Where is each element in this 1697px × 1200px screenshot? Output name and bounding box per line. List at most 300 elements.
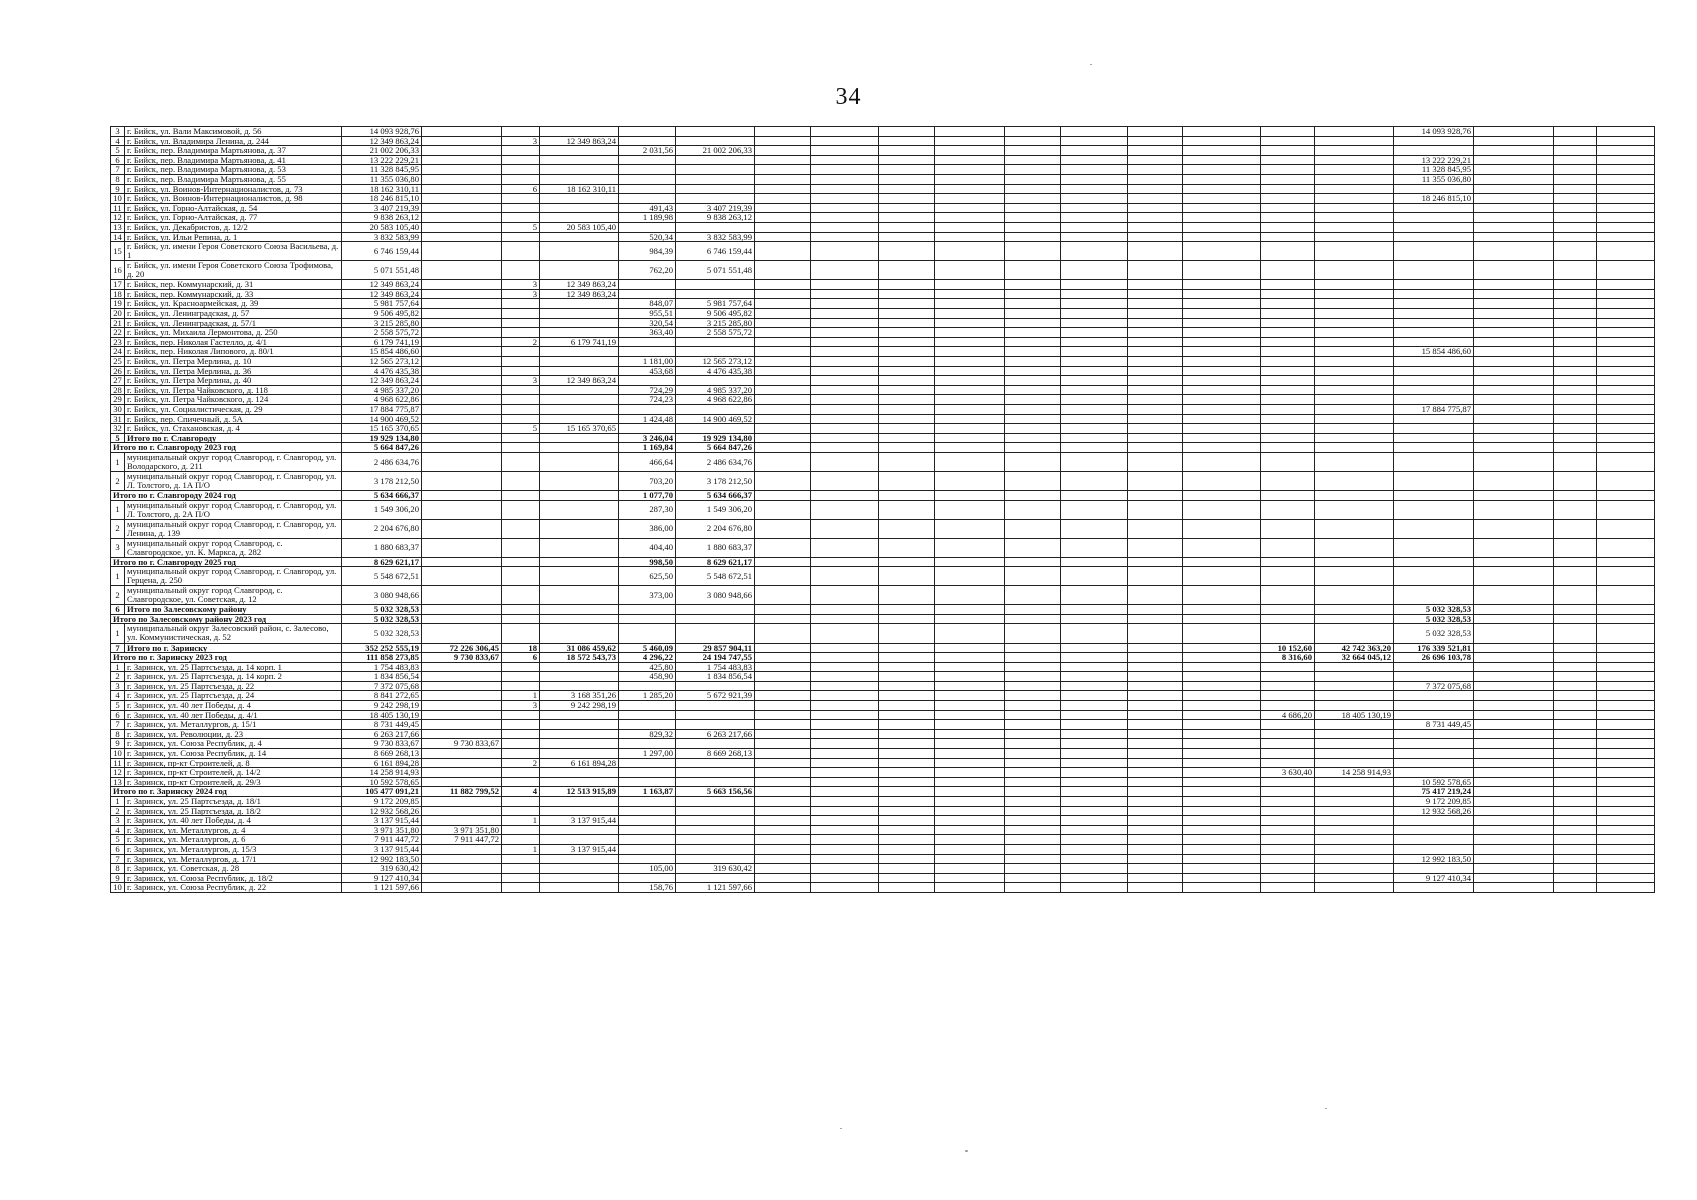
value-cell xyxy=(755,557,811,567)
row-address: г. Бийск, ул. Петра Мерлина, д. 10 xyxy=(125,356,342,366)
value-cell: 363,40 xyxy=(619,328,676,338)
value-cell xyxy=(619,347,676,357)
value-cell xyxy=(1128,854,1183,864)
value-cell: 3 630,40 xyxy=(1261,768,1315,778)
value-cell xyxy=(1474,749,1554,759)
value-cell xyxy=(1005,395,1061,405)
value-cell xyxy=(1315,681,1394,691)
table-row xyxy=(111,883,1655,893)
value-cell xyxy=(755,500,811,519)
value-cell xyxy=(1394,710,1474,720)
value-cell xyxy=(1315,490,1394,500)
value-cell xyxy=(755,356,811,366)
value-cell: 8 629 621,17 xyxy=(342,557,422,567)
value-cell xyxy=(1554,873,1597,883)
value-cell xyxy=(1597,404,1655,414)
value-cell xyxy=(1128,222,1183,232)
table-row xyxy=(111,691,1655,701)
value-cell xyxy=(1183,203,1261,213)
value-cell: 3 xyxy=(502,280,540,290)
value-cell xyxy=(540,155,619,165)
table-row xyxy=(111,155,1655,165)
value-cell xyxy=(1554,787,1597,797)
value-cell xyxy=(1554,443,1597,453)
value-cell xyxy=(1315,347,1394,357)
value-cell xyxy=(879,213,935,223)
value-cell xyxy=(1183,567,1261,586)
value-cell xyxy=(755,643,811,653)
value-cell xyxy=(1394,299,1474,309)
value-cell xyxy=(1183,222,1261,232)
value-cell xyxy=(1128,720,1183,730)
value-cell xyxy=(1474,194,1554,204)
value-cell xyxy=(811,864,879,874)
value-cell xyxy=(422,433,502,443)
value-cell xyxy=(935,797,1005,807)
value-cell xyxy=(755,433,811,443)
value-cell xyxy=(935,883,1005,893)
value-cell xyxy=(755,289,811,299)
value-cell xyxy=(1061,318,1128,328)
value-cell xyxy=(1554,662,1597,672)
value-cell xyxy=(540,443,619,453)
value-cell xyxy=(676,720,755,730)
row-address: г. Заринск, ул. Революции, д. 23 xyxy=(125,729,342,739)
value-cell: 466,64 xyxy=(619,452,676,471)
value-cell xyxy=(1005,614,1061,624)
value-cell xyxy=(811,404,879,414)
value-cell xyxy=(1474,127,1554,137)
value-cell xyxy=(755,146,811,156)
value-cell xyxy=(1061,165,1128,175)
value-cell: 9 506 495,82 xyxy=(342,308,422,318)
value-cell xyxy=(1261,232,1315,242)
value-cell xyxy=(1474,662,1554,672)
value-cell xyxy=(879,299,935,309)
row-address: г. Заринск, ул. Союза Республик, д. 4 xyxy=(125,739,342,749)
value-cell: 19 929 134,80 xyxy=(676,433,755,443)
value-cell xyxy=(1128,681,1183,691)
value-cell xyxy=(811,213,879,223)
value-cell xyxy=(1554,127,1597,137)
value-cell xyxy=(755,835,811,845)
value-cell xyxy=(422,672,502,682)
row-number: 7 xyxy=(111,854,125,864)
value-cell xyxy=(1061,519,1128,538)
table-row xyxy=(111,299,1655,309)
value-cell xyxy=(811,490,879,500)
value-cell xyxy=(1128,500,1183,519)
value-cell xyxy=(811,729,879,739)
value-cell xyxy=(935,424,1005,434)
value-cell xyxy=(422,720,502,730)
value-cell xyxy=(1554,758,1597,768)
value-cell xyxy=(935,347,1005,357)
value-cell xyxy=(1315,749,1394,759)
value-cell: 1 121 597,66 xyxy=(342,883,422,893)
value-cell xyxy=(879,797,935,807)
value-cell xyxy=(755,729,811,739)
value-cell xyxy=(1128,749,1183,759)
value-cell xyxy=(1394,232,1474,242)
value-cell: 5 460,09 xyxy=(619,643,676,653)
value-cell xyxy=(1474,825,1554,835)
value-cell xyxy=(1128,452,1183,471)
value-cell xyxy=(1061,710,1128,720)
value-cell xyxy=(1597,452,1655,471)
value-cell: 1 754 483,83 xyxy=(342,662,422,672)
value-cell xyxy=(1394,729,1474,739)
value-cell xyxy=(502,720,540,730)
value-cell xyxy=(540,825,619,835)
row-label: Итого по г. Славгороду 2025 год xyxy=(111,557,342,567)
value-cell xyxy=(879,614,935,624)
value-cell xyxy=(422,165,502,175)
row-address: г. Заринск, ул. 25 Партсъезда, д. 18/1 xyxy=(125,797,342,807)
value-cell xyxy=(935,433,1005,443)
row-number: 8 xyxy=(111,174,125,184)
value-cell xyxy=(422,519,502,538)
value-cell xyxy=(422,586,502,605)
value-cell xyxy=(1261,662,1315,672)
value-cell xyxy=(1315,720,1394,730)
value-cell xyxy=(1394,222,1474,232)
table-row xyxy=(111,519,1655,538)
value-cell xyxy=(811,308,879,318)
value-cell xyxy=(1554,404,1597,414)
value-cell: 6 161 894,28 xyxy=(342,758,422,768)
value-cell xyxy=(1183,490,1261,500)
value-cell xyxy=(1597,308,1655,318)
table-row xyxy=(111,720,1655,730)
value-cell: 9 838 263,12 xyxy=(342,213,422,223)
table-row xyxy=(111,624,1655,643)
value-cell xyxy=(811,242,879,261)
page-number: 34 xyxy=(835,84,862,110)
row-number: 19 xyxy=(111,299,125,309)
value-cell xyxy=(1005,749,1061,759)
value-cell: 1 549 306,20 xyxy=(676,500,755,519)
value-cell xyxy=(1005,222,1061,232)
value-cell xyxy=(1005,452,1061,471)
value-cell xyxy=(935,174,1005,184)
value-cell xyxy=(755,261,811,280)
value-cell xyxy=(1554,395,1597,405)
value-cell xyxy=(1183,395,1261,405)
row-label: Итого по г. Заринску 2023 год xyxy=(111,653,342,663)
value-cell: 6 746 159,44 xyxy=(342,242,422,261)
table-row xyxy=(111,739,1655,749)
value-cell xyxy=(935,710,1005,720)
value-cell xyxy=(1061,146,1128,156)
value-cell: 12 932 568,26 xyxy=(1394,806,1474,816)
value-cell xyxy=(1128,328,1183,338)
value-cell xyxy=(1597,739,1655,749)
table-row xyxy=(111,777,1655,787)
value-cell xyxy=(1128,443,1183,453)
value-cell xyxy=(1554,605,1597,615)
value-cell xyxy=(1061,347,1128,357)
value-cell xyxy=(1005,653,1061,663)
value-cell xyxy=(1394,749,1474,759)
value-cell: 1 077,70 xyxy=(619,490,676,500)
value-cell xyxy=(1183,777,1261,787)
value-cell: 3 215 285,80 xyxy=(342,318,422,328)
value-cell xyxy=(879,720,935,730)
value-cell xyxy=(1394,414,1474,424)
value-cell xyxy=(1183,232,1261,242)
value-cell xyxy=(1061,280,1128,290)
value-cell: 5 032 328,53 xyxy=(1394,624,1474,643)
value-cell xyxy=(1597,797,1655,807)
value-cell xyxy=(935,749,1005,759)
value-cell xyxy=(755,299,811,309)
value-cell xyxy=(422,203,502,213)
value-cell xyxy=(1261,777,1315,787)
value-cell xyxy=(811,758,879,768)
value-cell: 1 xyxy=(502,816,540,826)
value-cell xyxy=(1315,883,1394,893)
value-cell: 3 168 351,26 xyxy=(540,691,619,701)
value-cell xyxy=(1315,825,1394,835)
value-cell xyxy=(502,155,540,165)
value-cell xyxy=(1128,567,1183,586)
value-cell xyxy=(422,376,502,386)
value-cell xyxy=(1474,299,1554,309)
value-cell: 111 858 273,85 xyxy=(342,653,422,663)
value-cell xyxy=(879,854,935,864)
value-cell xyxy=(1597,433,1655,443)
value-cell: 724,23 xyxy=(619,395,676,405)
row-address: г. Заринск, ул. 40 лет Победы, д. 4 xyxy=(125,816,342,826)
row-address: г. Заринск, ул. 25 Партсъезда, д. 14 корп. 2 xyxy=(125,672,342,682)
value-cell: 4 968 622,86 xyxy=(342,395,422,405)
value-cell: 7 372 075,68 xyxy=(342,681,422,691)
value-cell xyxy=(935,385,1005,395)
value-cell xyxy=(1474,816,1554,826)
value-cell xyxy=(1315,701,1394,711)
value-cell: 287,30 xyxy=(619,500,676,519)
value-cell xyxy=(935,404,1005,414)
value-cell: 8 841 272,65 xyxy=(342,691,422,701)
value-cell xyxy=(540,672,619,682)
value-cell xyxy=(1394,443,1474,453)
value-cell xyxy=(1554,557,1597,567)
value-cell: 12 992 183,50 xyxy=(342,854,422,864)
value-cell xyxy=(879,749,935,759)
value-cell xyxy=(879,710,935,720)
value-cell xyxy=(879,653,935,663)
value-cell xyxy=(422,222,502,232)
value-cell: 2 204 676,80 xyxy=(676,519,755,538)
value-cell xyxy=(935,643,1005,653)
value-cell xyxy=(540,165,619,175)
value-cell xyxy=(1597,605,1655,615)
value-cell xyxy=(502,127,540,137)
value-cell xyxy=(1005,691,1061,701)
value-cell xyxy=(755,490,811,500)
value-cell xyxy=(879,816,935,826)
value-cell xyxy=(1554,136,1597,146)
value-cell xyxy=(1474,864,1554,874)
value-cell: 72 226 306,45 xyxy=(422,643,502,653)
value-cell xyxy=(879,605,935,615)
value-cell xyxy=(1315,424,1394,434)
value-cell xyxy=(1061,691,1128,701)
value-cell: 18 246 815,10 xyxy=(1394,194,1474,204)
value-cell xyxy=(755,519,811,538)
value-cell xyxy=(1128,136,1183,146)
value-cell xyxy=(1128,385,1183,395)
value-cell xyxy=(1474,787,1554,797)
row-number: 17 xyxy=(111,280,125,290)
value-cell xyxy=(1554,347,1597,357)
value-cell: 24 194 747,55 xyxy=(676,653,755,663)
value-cell xyxy=(811,443,879,453)
value-cell xyxy=(1597,356,1655,366)
value-cell: 1 834 856,54 xyxy=(342,672,422,682)
value-cell xyxy=(811,710,879,720)
value-cell xyxy=(1183,299,1261,309)
row-address: г. Бийск, ул. Воинов-Интернационалистов, д. 98 xyxy=(125,194,342,204)
table-total-row xyxy=(111,643,1655,653)
value-cell: 5 032 328,53 xyxy=(1394,605,1474,615)
value-cell xyxy=(1183,806,1261,816)
value-cell: 3 215 285,80 xyxy=(676,318,755,328)
table-row xyxy=(111,328,1655,338)
value-cell xyxy=(811,471,879,490)
value-cell xyxy=(422,213,502,223)
value-cell xyxy=(1128,758,1183,768)
value-cell xyxy=(1315,557,1394,567)
value-cell xyxy=(1261,318,1315,328)
value-cell xyxy=(1315,777,1394,787)
value-cell: 3 407 219,39 xyxy=(342,203,422,213)
value-cell xyxy=(1128,165,1183,175)
row-address: г. Бийск, ул. Петра Чайковского, д. 124 xyxy=(125,395,342,405)
value-cell: 3 080 948,66 xyxy=(676,586,755,605)
value-cell xyxy=(1554,883,1597,893)
value-cell: 2 486 634,76 xyxy=(342,452,422,471)
value-cell xyxy=(755,395,811,405)
value-cell: 10 592 578,65 xyxy=(1394,777,1474,787)
value-cell xyxy=(502,710,540,720)
row-number: 24 xyxy=(111,347,125,357)
value-cell xyxy=(1183,261,1261,280)
value-cell xyxy=(1005,490,1061,500)
value-cell xyxy=(1554,739,1597,749)
value-cell xyxy=(1394,567,1474,586)
value-cell xyxy=(1597,777,1655,787)
value-cell xyxy=(1128,729,1183,739)
value-cell: 6 xyxy=(502,184,540,194)
value-cell xyxy=(540,414,619,424)
value-cell xyxy=(879,184,935,194)
value-cell xyxy=(1394,864,1474,874)
value-cell xyxy=(502,395,540,405)
row-number: 6 xyxy=(111,710,125,720)
value-cell xyxy=(1128,232,1183,242)
value-cell xyxy=(755,873,811,883)
value-cell: 13 222 229,21 xyxy=(1394,155,1474,165)
value-cell xyxy=(676,424,755,434)
value-cell xyxy=(1061,835,1128,845)
value-cell xyxy=(1315,318,1394,328)
value-cell xyxy=(811,653,879,663)
row-number: 9 xyxy=(111,739,125,749)
value-cell xyxy=(1394,739,1474,749)
value-cell xyxy=(1597,318,1655,328)
value-cell xyxy=(811,806,879,816)
row-number: 9 xyxy=(111,873,125,883)
value-cell xyxy=(1061,136,1128,146)
table-row xyxy=(111,500,1655,519)
value-cell xyxy=(755,614,811,624)
value-cell xyxy=(1261,366,1315,376)
value-cell xyxy=(1005,194,1061,204)
value-cell xyxy=(811,873,879,883)
value-cell xyxy=(1128,519,1183,538)
value-cell xyxy=(540,242,619,261)
value-cell xyxy=(1128,586,1183,605)
value-cell xyxy=(755,242,811,261)
value-cell xyxy=(502,797,540,807)
value-cell xyxy=(1315,242,1394,261)
value-cell xyxy=(1394,261,1474,280)
value-cell xyxy=(879,844,935,854)
value-cell xyxy=(422,749,502,759)
value-cell: 14 258 914,93 xyxy=(1315,768,1394,778)
row-address: г. Бийск, пер. Владимира Мартьянова, д. 37 xyxy=(125,146,342,156)
value-cell xyxy=(935,328,1005,338)
value-cell: 9 730 833,67 xyxy=(422,653,502,663)
value-cell xyxy=(1183,500,1261,519)
row-address: Итого по г. Славгороду xyxy=(125,433,342,443)
value-cell xyxy=(1183,242,1261,261)
value-cell xyxy=(422,261,502,280)
table-row xyxy=(111,701,1655,711)
value-cell xyxy=(1554,854,1597,864)
value-cell xyxy=(422,356,502,366)
value-cell: 1 181,00 xyxy=(619,356,676,366)
value-cell xyxy=(502,242,540,261)
value-cell: 1 121 597,66 xyxy=(676,883,755,893)
value-cell xyxy=(879,232,935,242)
table-row xyxy=(111,261,1655,280)
value-cell: 453,68 xyxy=(619,366,676,376)
value-cell xyxy=(755,194,811,204)
value-cell xyxy=(1315,203,1394,213)
value-cell xyxy=(1061,127,1128,137)
value-cell xyxy=(1554,424,1597,434)
value-cell xyxy=(1554,433,1597,443)
value-cell xyxy=(1128,538,1183,557)
row-number: 6 xyxy=(111,844,125,854)
value-cell xyxy=(1315,797,1394,807)
value-cell xyxy=(619,605,676,615)
value-cell: 404,40 xyxy=(619,538,676,557)
value-cell: 12 349 863,24 xyxy=(540,289,619,299)
value-cell xyxy=(1005,739,1061,749)
value-cell xyxy=(1183,347,1261,357)
value-cell xyxy=(1554,797,1597,807)
value-cell xyxy=(1261,146,1315,156)
value-cell: 12 349 863,24 xyxy=(342,136,422,146)
value-cell xyxy=(755,653,811,663)
value-cell xyxy=(1183,653,1261,663)
value-cell xyxy=(1005,280,1061,290)
value-cell xyxy=(1005,318,1061,328)
